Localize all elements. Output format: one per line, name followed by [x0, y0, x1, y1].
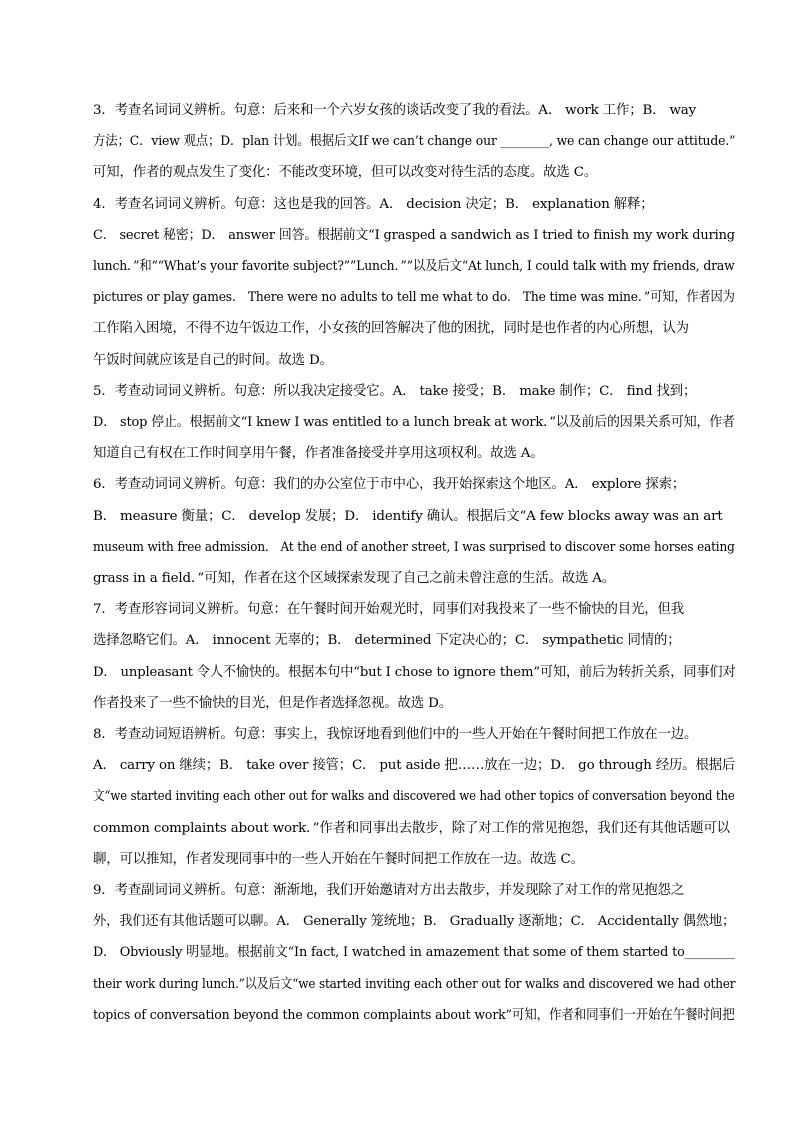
- explanation-item-8: [93, 719, 736, 875]
- text-line: 5．考查动词词义辨析。句意：所以我决定接受它。A． take 接受；B． make 制作；C． find 找到；: [93, 383, 697, 399]
- text-line: 4．考查名词词义辨析。句意：这也是我的回答。A． decision 决定；B． explanation 解释；: [93, 196, 654, 212]
- text-line: lunch．”和““What’s your favorite subject?””Lunch．””以及后文“At lunch, I could talk with my friends, draw: [93, 259, 735, 275]
- text-line: C． secret 秘密；D． answer 回答。根据前文“I grasped a sandwich as I tried to finish my work during: [93, 227, 735, 243]
- text-line: 9．考查副词词义辨析。句意：渐渐地，我们开始邀请对方出去散步，并发现除了对工作的常见抱怨之: [93, 883, 684, 899]
- text-line: grass in a field．”可知，作者在这个区域探索发现了自己之前未曾注意的生活。故选 A。: [93, 571, 616, 587]
- text-line: pictures or play games． There were no adults to tell me what to do． The time was mine．”可知，作者因为: [93, 290, 735, 306]
- text-line: 选择忽略它们。A． innocent 无辜的；B． determined 下定决心的；C． sympathetic 同情的；: [93, 633, 681, 649]
- explanation-item-5: [93, 376, 733, 470]
- text-line: museum with free admission． At the end of another street, I was surprised to discover some horses eating: [93, 539, 735, 555]
- document-body: [93, 95, 736, 1031]
- text-line: 作者投来了一些不愉快的目光，但是作者选择忽视。故选 D。: [93, 695, 452, 711]
- text-line: 工作陷入困境，不得不边午饭边工作，小女孩的回答解决了他的困扰，同时是也作者的内心所想，认为: [93, 321, 689, 337]
- text-line: 知道自己有权在工作时间享用午餐，作者准备接受并享用这项权利。故选 A。: [93, 446, 544, 462]
- text-line: A． carry on 继续；B． take over 接管；C． put aside 把……放在一边；D． go through 经历。根据后: [93, 758, 736, 774]
- text-line: 可知，作者的观点发生了变化：不能改变环境，但可以改变对待生活的态度。故选 C。: [93, 165, 598, 181]
- text-line: 午饭时间就应该是自己的时间。故选 D。: [93, 352, 333, 368]
- text-line: D． Obviously 明显地。根据前文“In fact, I watched in amazement that some of them started to________: [93, 945, 735, 961]
- explanation-item-9: [93, 875, 736, 1031]
- text-line: 方法；C．view 观点；D．plan 计划。根据后文If we can’t change our ________, we can change our attitude.”: [93, 134, 736, 150]
- text-line: 外，我们还有其他话题可以聊。A． Generally 笼统地；B． Gradually 逐渐地；C． Accidentally 偶然地；: [93, 914, 736, 930]
- explanation-item-3: [93, 95, 736, 189]
- text-line: 7．考查形容词词义辨析。句意：在午餐时间开始观光时，同事们对我投来了一些不愉快的目光，但我: [93, 602, 684, 618]
- text-line: their work during lunch.”以及后文“we started inviting each other out for walks and discovered we had other: [93, 976, 736, 992]
- text-line: common complaints about work．”作者和同事出去散步，除了对工作的常见抱怨，我们还有其他话题可以: [93, 820, 730, 836]
- text-line: 文“we started inviting each other out for walks and discovered we had other topics of conversation beyond the: [93, 789, 735, 805]
- text-line: 6．考查动词词义辨析。句意：我们的办公室位于市中心，我开始探索这个地区。A． explore 探索；: [93, 477, 686, 493]
- text-line: topics of conversation beyond the common complaints about work”可知，作者和同事们一开始在午餐时间把: [93, 1007, 735, 1023]
- explanation-item-4: [93, 189, 733, 376]
- text-line: D． stop 停止。根据前文“I knew I was entitled to a lunch break at work．”以及前后的因果关系可知，作者: [93, 415, 735, 431]
- text-line: 3．考查名词词义辨析。句意：后来和一个六岁女孩的谈话改变了我的看法。A． work 工作；B． way: [93, 103, 697, 118]
- text-line: B． measure 衡量；C． develop 发展；D． identify 确认。根据后文“A few blocks away was an art: [93, 508, 723, 524]
- explanation-item-7: [93, 594, 736, 719]
- text-line: D． unpleasant 令人不愉快的。根据本句中“but I chose to ignore them”可知，前后为转折关系，同事们对: [93, 664, 736, 680]
- text-line: 8．考查动词短语辨析。句意：事实上，我惊讶地看到他们中的一些人开始在午餐时间把工作放在一边。: [93, 727, 698, 743]
- explanation-item-6: [93, 469, 733, 594]
- text-line: 聊，可以推知，作者发现同事中的一些人开始在午餐时间把工作放在一边。故选 C。: [93, 851, 584, 867]
